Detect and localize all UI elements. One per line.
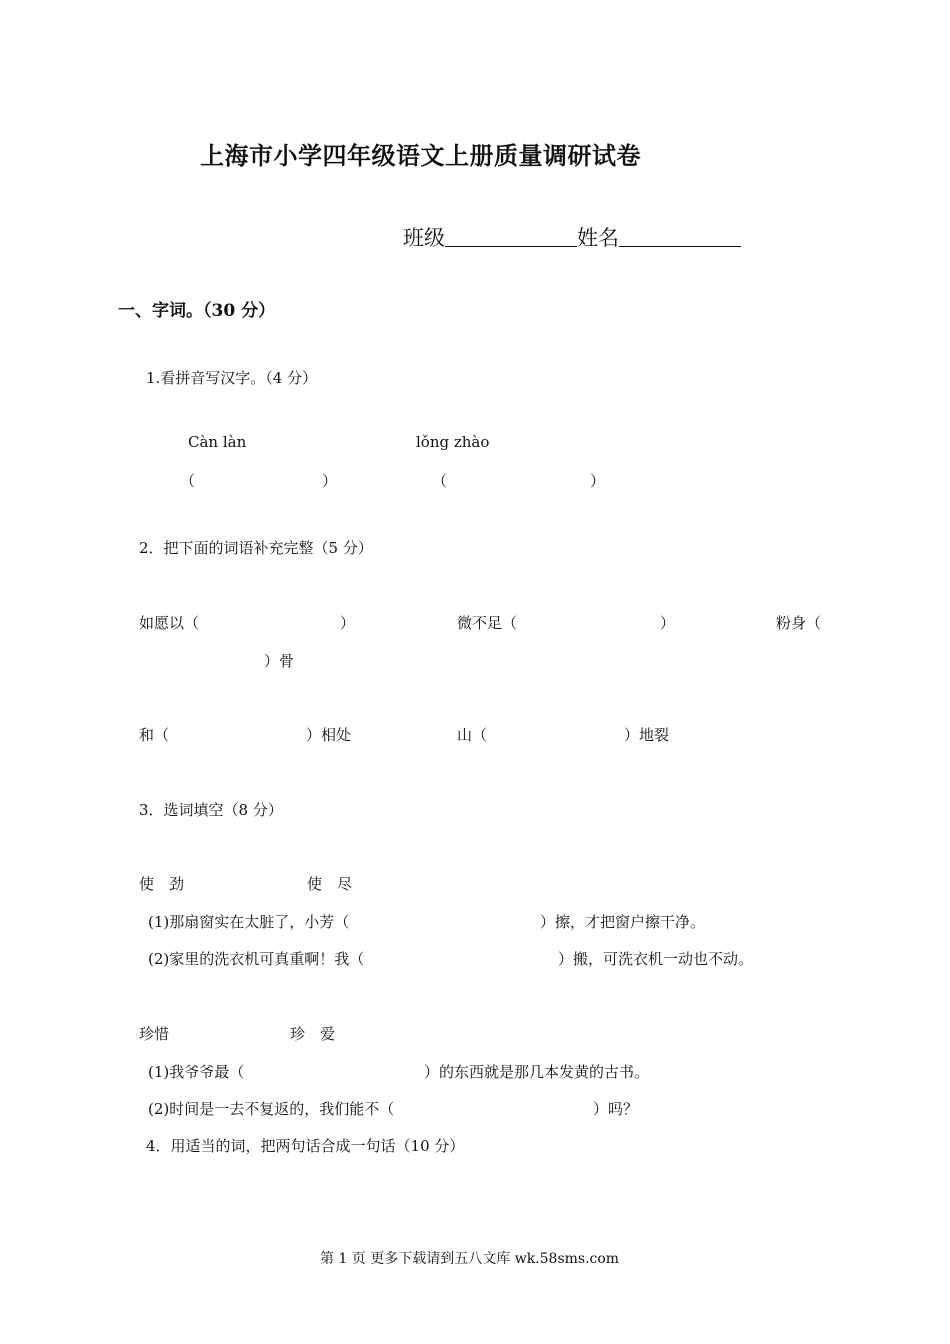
word-choice-1b: 使 尽 bbox=[307, 875, 353, 893]
pinyin-1: Càn làn bbox=[188, 433, 247, 451]
name-blank[interactable] bbox=[619, 224, 741, 247]
class-label: 班级 bbox=[403, 226, 445, 250]
sentence-1-2-pre: (2)家里的洗衣机可真重啊！我（ bbox=[148, 950, 365, 968]
idiom-3-post: ）骨 bbox=[264, 652, 295, 670]
word-choice-1a: 使 劲 bbox=[139, 875, 185, 893]
idiom-4-pre: 和（ bbox=[139, 726, 170, 744]
question-3-label: 3．选词填空（8 分） bbox=[139, 801, 283, 819]
answer-close-paren-2: ） bbox=[590, 472, 606, 490]
sentence-2-2-post: ）吗？ bbox=[593, 1100, 639, 1118]
idiom-5-post: ）地裂 bbox=[624, 726, 670, 744]
question-2-label: 2．把下面的词语补充完整（5 分） bbox=[139, 539, 373, 557]
idiom-3-pre: 粉身（ bbox=[776, 614, 822, 632]
sentence-1-2-post: ）搬，可洗衣机一动也不动。 bbox=[558, 950, 754, 968]
answer-open-paren-2: （ bbox=[432, 472, 448, 490]
idiom-2-post: ） bbox=[660, 614, 676, 632]
idiom-2-pre: 微不足（ bbox=[457, 614, 518, 632]
sentence-2-1-pre: (1)我爷爷最（ bbox=[148, 1063, 245, 1081]
idiom-4-post: ）相处 bbox=[306, 726, 352, 744]
idiom-5-pre: 山（ bbox=[457, 726, 488, 744]
student-info bbox=[403, 222, 741, 252]
idiom-1-pre: 如愿以（ bbox=[139, 614, 200, 632]
word-choice-2b: 珍 爱 bbox=[290, 1025, 336, 1043]
question-4-label: 4．用适当的词，把两句话合成一句话（10 分） bbox=[146, 1137, 465, 1155]
name-label: 姓名 bbox=[577, 226, 619, 250]
question-1-label: 1.看拼音写汉字。（4 分） bbox=[146, 369, 318, 387]
idiom-1-post: ） bbox=[340, 614, 356, 632]
section-heading: 一、字词。（30 分） bbox=[118, 301, 276, 321]
sentence-1-1-post: ）擦，才把窗户擦干净。 bbox=[540, 913, 706, 931]
sentence-2-2-pre: (2)时间是一去不复返的，我们能不（ bbox=[148, 1100, 395, 1118]
answer-open-paren-1: （ bbox=[180, 472, 196, 490]
sentence-1-1-pre: (1)那扇窗实在太脏了，小芳（ bbox=[148, 913, 350, 931]
word-choice-2a: 珍惜 bbox=[139, 1025, 170, 1043]
answer-close-paren-1: ） bbox=[322, 472, 338, 490]
page-title: 上海市小学四年级语文上册质量调研试卷 bbox=[200, 141, 641, 170]
page-footer: 第 1 页 更多下载请到五八文库 wk.58sms.com bbox=[320, 1251, 620, 1267]
sentence-2-1-post: ）的东西就是那几本发黄的古书。 bbox=[424, 1063, 650, 1081]
pinyin-2: lǒng zhào bbox=[416, 433, 490, 451]
class-blank[interactable] bbox=[445, 224, 577, 247]
